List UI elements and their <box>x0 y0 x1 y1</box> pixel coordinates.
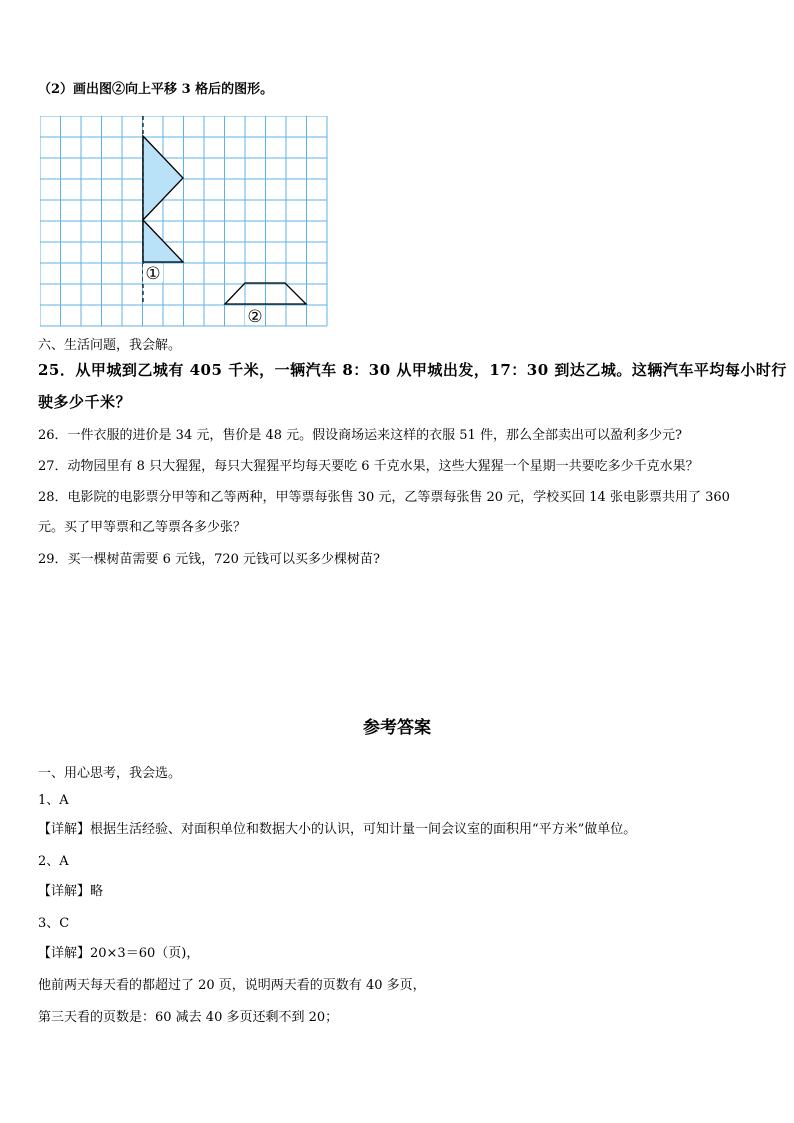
answer-1-detail: 【详解】根据生活经验、对面积单位和数据大小的认识，可知计量一间会议室的面积用“平方米”做单位。 <box>38 822 637 837</box>
shape-2-label: ② <box>247 307 263 327</box>
grid-svg <box>40 116 328 328</box>
answer-2: 2、A <box>38 854 69 869</box>
answer-2-detail: 【详解】略 <box>38 884 104 899</box>
shape-1-label: ① <box>145 264 161 284</box>
answer-3-detail: 【详解】20×3＝60（页)， <box>38 946 200 961</box>
q26-text: 26．一件衣服的进价是 34 元，售价是 48 元。假设商场运来这样的衣服 51 件，那么全部卖出可以盈利多少元? <box>38 428 682 443</box>
grid-lines <box>40 116 327 326</box>
answer-3: 3、C <box>38 916 70 931</box>
q27-text: 27．动物园里有 8 只大猩猩，每只大猩猩平均每天要吃 6 千克水果，这些大猩猩一个星期一共要吃多少千克水果？ <box>38 459 699 474</box>
answer-3-line2: 他前两天每天看的都超过了 20 页，说明两天看的页数有 40 多页， <box>38 978 426 993</box>
instruction-text: （2）画出图②向上平移 3 格后的图形。 <box>38 82 274 97</box>
q25-line2: 驶多少千米？ <box>38 393 132 411</box>
answer-title: 参考答案 <box>363 718 431 738</box>
q29-text: 29．买一棵树苗需要 6 元钱，720 元钱可以买多少棵树苗? <box>38 552 380 567</box>
q28-line2: 元。买了甲等票和乙等票各多少张？ <box>38 520 247 535</box>
q25-line1: 25．从甲城到乙城有 405 千米，一辆汽车 8：30 从甲城出发，17：30 到达乙城。这辆汽车平均每小时行 <box>38 361 787 379</box>
answer-1: 1、A <box>38 793 69 808</box>
q28-line1: 28．电影院的电影票分甲等和乙等两种，甲等票每张售 30 元，乙等票每张售 20 元，学校买回 14 张电影票共用了 360 <box>38 490 730 505</box>
translation-grid-figure <box>40 116 328 328</box>
answer-3-line3: 第三天看的页数是：60 减去 40 多页还剩不到 20； <box>38 1010 339 1025</box>
section1-heading: 一、用心思考，我会选。 <box>38 766 182 781</box>
section6-heading: 六、生活问题，我会解。 <box>38 338 182 353</box>
